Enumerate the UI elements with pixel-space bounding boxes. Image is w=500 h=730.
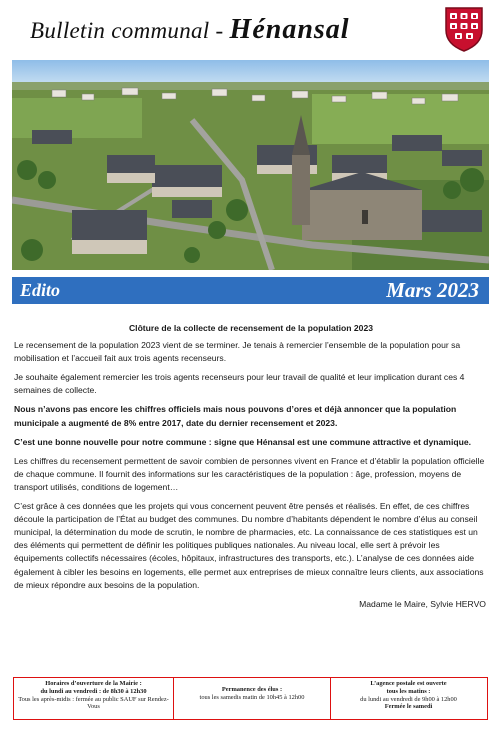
article-paragraph-highlight: C’est une bonne nouvelle pour notre commune : signe que Hénansal est une commune attractive et dynamique.	[14, 436, 471, 447]
agence-postale-box	[331, 678, 486, 719]
coat-of-arms-icon	[444, 6, 484, 52]
elus-hours-box	[174, 678, 331, 719]
edito-banner	[12, 277, 489, 304]
agence-hours: du lundi au vendredi de 9h00 à 12h00	[360, 695, 457, 703]
edito-article	[14, 322, 488, 611]
article-heading: Clôture de la collecte de recensement de la population 2023	[128, 323, 374, 333]
agence-note: Fermée le samedi	[384, 703, 433, 711]
bulletin-title	[30, 14, 350, 46]
article-paragraph: Le recensement de la population 2023 vient de se terminer. Je tenais à remercier l’ensemble de la population pour sa mobilisation et l’accueil fait aux trois agents recenseurs.	[14, 340, 461, 364]
village-aerial-photo	[12, 60, 489, 270]
agence-title: L’agence postale est ouverte	[370, 680, 447, 687]
title-town: Hénansal	[229, 14, 350, 45]
mairie-note: Tous les après-midis : fermée au public SAUF sur Rendez-Vous	[18, 695, 169, 711]
agence-line2: tous les matins :	[386, 687, 431, 695]
elus-title: Permanence des élus :	[221, 686, 283, 693]
page-header	[0, 0, 500, 56]
opening-hours-footer	[13, 677, 488, 720]
title-prefix: Bulletin communal -	[30, 18, 230, 43]
mairie-hours: du lundi au vendredi : de 8h30 à 12h30	[40, 687, 147, 695]
article-paragraph: Les chiffres du recensement permettent de savoir combien de personnes vivent en France et d’établir la population officielle de chaque commune. Il fournit des informations sur les caractéristiques de la population : âge, profession, moyens de transport utilisés, conditions de logement…	[14, 455, 485, 492]
mairie-title: Horaires d’ouverture de la Mairie :	[45, 680, 142, 687]
mayor-signature: Madame le Maire, Sylvie HERVO	[359, 598, 486, 609]
article-paragraph-highlight: Nous n’avons pas encore les chiffres officiels mais nous pouvons d’ores et déjà annoncer que la population municipale a augmenté de 8% entre 2017, date du dernier recensement et 2023.	[14, 404, 457, 428]
edito-label: Edito	[20, 280, 61, 300]
article-paragraph: C’est grâce à ces données que les projets qui vous concernent peuvent être pensés et réalisés. En effet, de ces chiffres découle la participation de l’État au budget des communes. Du nombre d’habitants dépendent le nombre d’élus au conseil municipal, la détermination du mode de scrutin, le nombre de pharmacies, etc. La connaissance de ces statistiques est un des éléments qui permettent de définir les politiques publiques nationales. Au niveau local, elle sert à prévoir les équipements collectifs nécessaires (écoles, hôpitaux, infrastructures des transports, etc.). L’analyse de ces données aide également à cibler les besoins en logements, elle permet aux entreprises de mieux connaître leurs clients, aux associations de mieux répondre aux besoins de la population.	[14, 501, 484, 590]
mairie-hours-box	[14, 678, 174, 719]
issue-date: Mars 2023	[386, 278, 479, 302]
elus-hours: tous les samedis matin de 10h45 à 12h00	[199, 693, 305, 701]
article-paragraph: Je souhaite également remercier les trois agents recenseurs pour leur travail de qualité et leur implication durant ces 4 semaines de collecte.	[14, 372, 465, 396]
